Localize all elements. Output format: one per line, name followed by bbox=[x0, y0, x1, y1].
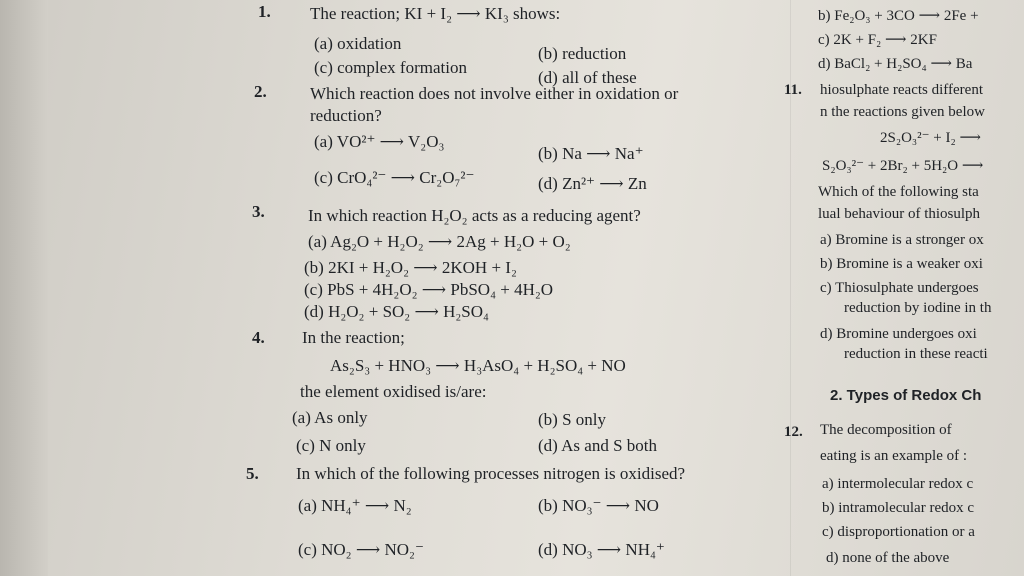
option-b: (b) S only bbox=[538, 410, 606, 429]
question-number: 3. bbox=[252, 202, 265, 221]
question-text: In which reaction H₂O₂ acts as a reducing agent? bbox=[308, 206, 641, 225]
option-c: (c) CrO₄²⁻ ⟶ Cr₂O₇²⁻ bbox=[314, 168, 475, 187]
option-c: c) Thiosulphate undergoes bbox=[820, 280, 979, 296]
section-heading: 2. Types of Redox Ch bbox=[830, 387, 982, 404]
option-d: (d) Zn²⁺ ⟶ Zn bbox=[538, 174, 647, 193]
question-text: In which of the following processes nitrogen is oxidised? bbox=[296, 464, 686, 483]
reaction-equation: As₂S₃ + HNO₃ ⟶ H₃AsO₄ + H₂SO₄ + NO bbox=[330, 356, 626, 375]
question-text-cont: Which of the following sta bbox=[818, 184, 979, 200]
question-text-cont: eating is an example of : bbox=[820, 448, 968, 464]
option-b: (b) Na ⟶ Na⁺ bbox=[538, 144, 644, 163]
reaction-equation: 2S₂O₃²⁻ + I₂ ⟶ bbox=[880, 130, 981, 146]
question-number: 11. bbox=[784, 82, 802, 98]
option-b: (b) 2KI + H₂O₂ ⟶ 2KOH + I₂ bbox=[304, 258, 517, 277]
option-b: b) Bromine is a weaker oxi bbox=[820, 256, 983, 272]
option-d: d) none of the above bbox=[826, 550, 950, 566]
option-a: a) Bromine is a stronger ox bbox=[820, 232, 984, 248]
option-a: (a) VO²⁺ ⟶ V₂O₃ bbox=[314, 132, 445, 151]
option-c: (c) NO₂ ⟶ NO₂⁻ bbox=[298, 540, 424, 559]
question-text: In the reaction; bbox=[302, 328, 405, 347]
question-text: Which reaction does not involve either in oxidation or bbox=[310, 84, 679, 103]
option-b: (b) NO₃⁻ ⟶ NO bbox=[538, 496, 659, 515]
question-number: 2. bbox=[254, 82, 267, 101]
option-a: (a) As only bbox=[292, 408, 368, 427]
option-c: c) 2K + F₂ ⟶ 2KF bbox=[818, 32, 937, 48]
option-d: d) Bromine undergoes oxi bbox=[820, 326, 977, 342]
option-d: (d) NO₃ ⟶ NH₄⁺ bbox=[538, 540, 665, 559]
option-b: (b) reduction bbox=[538, 44, 627, 63]
option-d: (d) all of these bbox=[538, 68, 637, 87]
option-b: b) Fe₂O₃ + 3CO ⟶ 2Fe + bbox=[818, 8, 979, 24]
question-text: The decomposition of bbox=[820, 422, 952, 438]
option-c: c) disproportionation or a bbox=[822, 524, 975, 540]
option-d-cont: reduction in these reacti bbox=[844, 346, 988, 362]
option-d: d) BaCl₂ + H₂SO₄ ⟶ Ba bbox=[818, 56, 973, 72]
question-number: 12. bbox=[784, 424, 803, 440]
question-number: 5. bbox=[246, 464, 259, 483]
option-a: (a) NH₄⁺ ⟶ N₂ bbox=[298, 496, 412, 515]
question-text-cont: n the reactions given below bbox=[820, 104, 985, 120]
option-c: (c) N only bbox=[296, 436, 366, 455]
question-number: 1. bbox=[258, 2, 271, 21]
question-text: hiosulphate reacts different bbox=[820, 82, 983, 98]
option-d: (d) H₂O₂ + SO₂ ⟶ H₂SO₄ bbox=[304, 302, 489, 321]
question-text: The reaction; KI + I₂ ⟶ KI₃ shows: bbox=[310, 4, 561, 23]
reaction-equation: S₂O₃²⁻ + 2Br₂ + 5H₂O ⟶ bbox=[822, 158, 984, 174]
option-c-cont: reduction by iodine in th bbox=[844, 300, 992, 316]
page-gutter bbox=[0, 0, 48, 576]
question-number: 4. bbox=[252, 328, 265, 347]
question-text-cont: lual behaviour of thiosulph bbox=[818, 206, 981, 222]
option-b: b) intramolecular redox c bbox=[822, 500, 975, 516]
option-c: (c) PbS + 4H₂O₂ ⟶ PbSO₄ + 4H₂O bbox=[304, 280, 554, 299]
question-text-cont: the element oxidised is/are: bbox=[300, 382, 487, 401]
option-c: (c) complex formation bbox=[314, 58, 467, 77]
option-a: (a) oxidation bbox=[314, 34, 402, 53]
option-a: (a) Ag₂O + H₂O₂ ⟶ 2Ag + H₂O + O₂ bbox=[308, 232, 571, 251]
question-text-cont: reduction? bbox=[310, 106, 382, 125]
option-a: a) intermolecular redox c bbox=[822, 476, 974, 492]
option-d: (d) As and S both bbox=[538, 436, 657, 455]
